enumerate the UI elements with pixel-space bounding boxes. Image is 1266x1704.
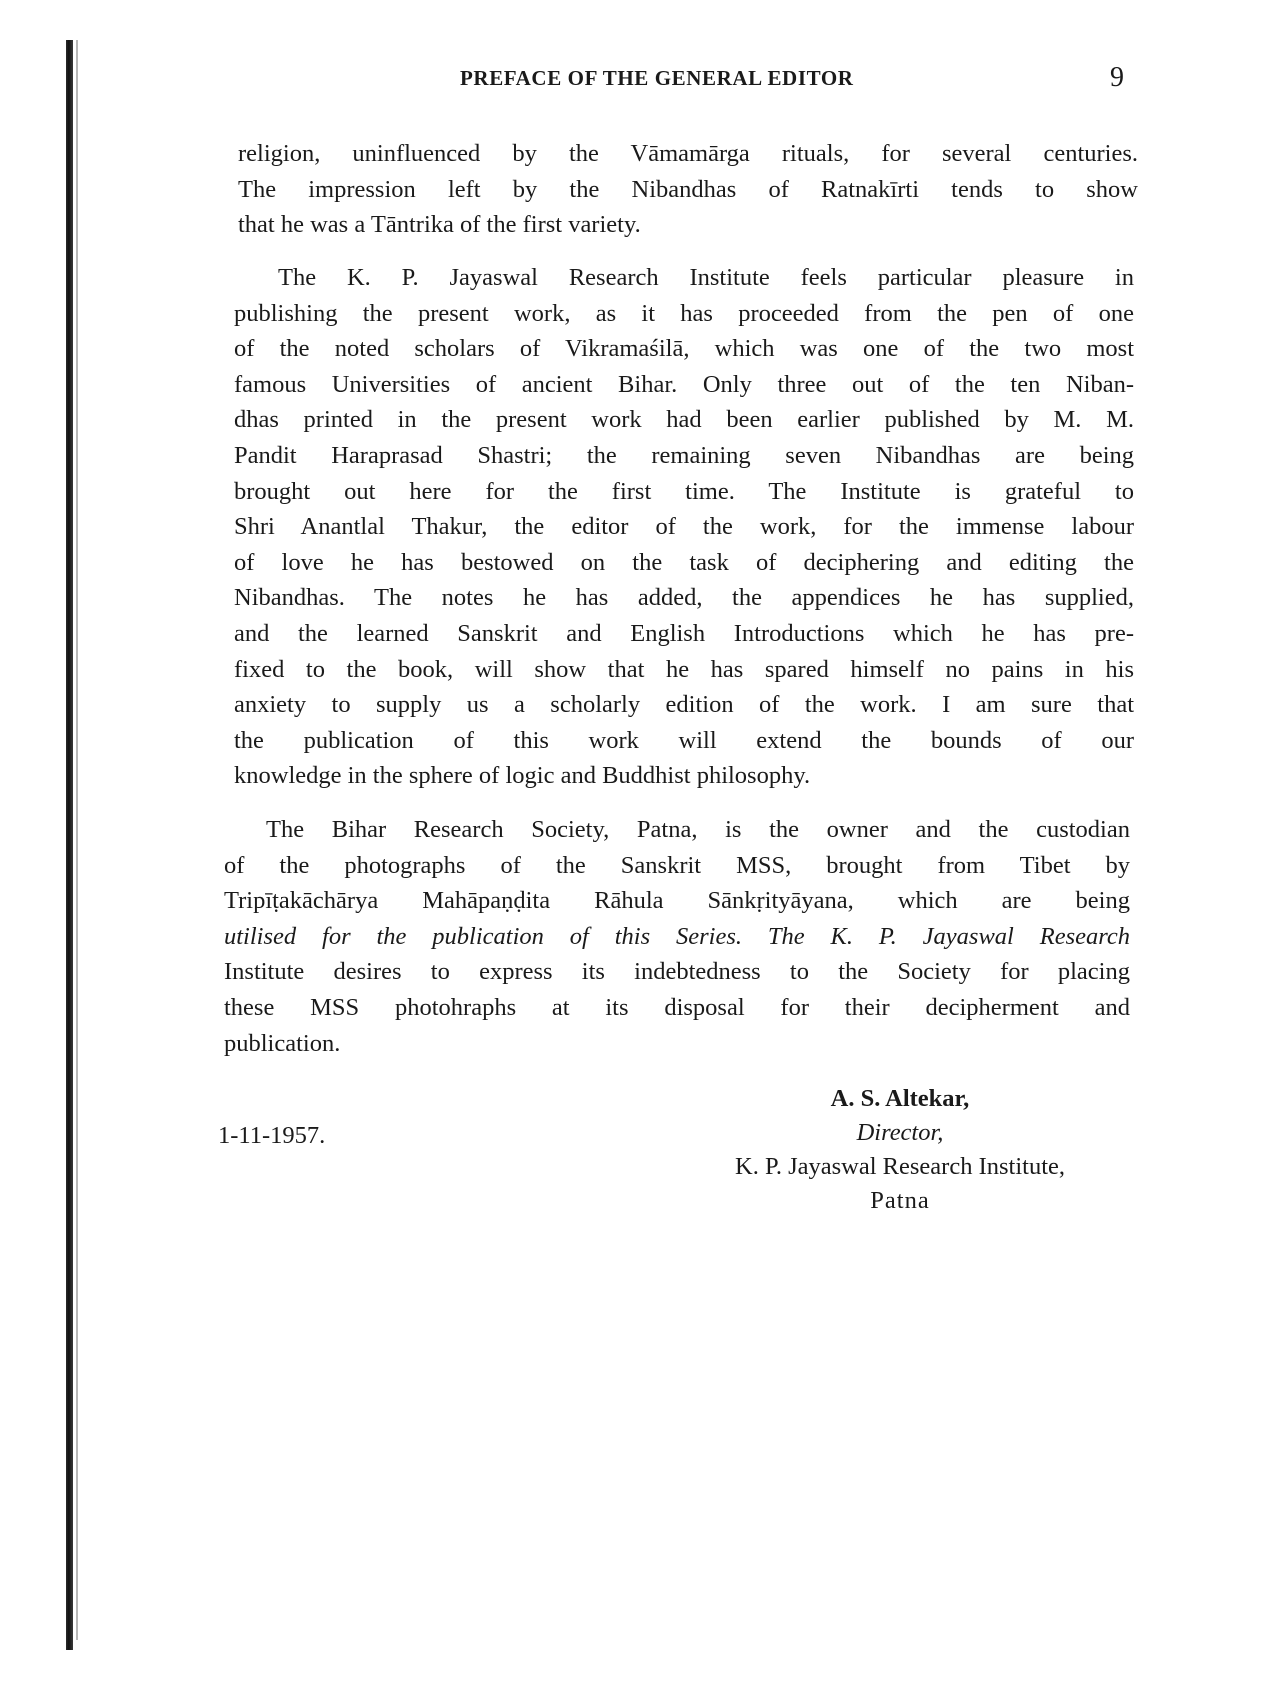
text-line: famous Universities of ancient Bihar. Only three out of the ten Niban- bbox=[234, 370, 1134, 398]
text-line: publication. bbox=[224, 1029, 341, 1057]
text-line: Nibandhas. The notes he has added, the appendices he has supplied, bbox=[234, 584, 1134, 612]
text-line: religion, uninfluenced by the Vāmamārga rituals, for several centuries. bbox=[238, 140, 1138, 167]
text-line: publishing the present work, as it has proceeded from the pen of one bbox=[234, 299, 1134, 327]
text-line: of the photographs of the Sanskrit MSS, brought from Tibet by bbox=[224, 851, 1130, 879]
text-line: these MSS photohraphs at its disposal for their decipherment and bbox=[224, 993, 1130, 1021]
signatory-role: Director, bbox=[856, 1119, 944, 1146]
text-line: The K. P. Jayaswal Research Institute feels particular pleasure in bbox=[278, 264, 1134, 291]
signature-block bbox=[660, 1082, 1140, 1218]
running-head: PREFACE OF THE GENERAL EDITOR bbox=[460, 66, 854, 90]
page-number: 9 bbox=[1110, 62, 1124, 93]
paragraph-1 bbox=[238, 136, 1138, 243]
text-line: Pandit Haraprasad Shastri; the remaining seven Nibandhas are being bbox=[234, 441, 1134, 469]
text-line: Tripīṭakāchārya Mahāpaṇḍita Rāhula Sānkṛityāyana, which are being bbox=[224, 887, 1130, 915]
text-line: the publication of this work will extend the bounds of our bbox=[234, 726, 1134, 754]
text-line: dhas printed in the present work had been earlier published by M. M. bbox=[234, 406, 1134, 434]
signatory-name: A. S. Altekar, bbox=[830, 1085, 970, 1112]
text-line: The impression left by the Nibandhas of Ratnakīrti tends to show bbox=[238, 175, 1138, 203]
signatory-city: Patna bbox=[870, 1187, 930, 1214]
scan-binding-edge bbox=[66, 40, 73, 1650]
text-line: anxiety to supply us a scholarly edition of the work. I am sure that bbox=[234, 691, 1134, 719]
scan-binding-shadow bbox=[76, 40, 78, 1640]
text-line: The Bihar Research Society, Patna, is the owner and the custodian bbox=[266, 816, 1130, 843]
date: 1-11-1957. bbox=[218, 1122, 326, 1149]
text-line: fixed to the book, will show that he has spared himself no pains in his bbox=[234, 655, 1134, 683]
paragraph-3 bbox=[224, 812, 1130, 1061]
text-line: knowledge in the sphere of logic and Buddhist philosophy. bbox=[234, 762, 811, 790]
text-line: brought out here for the first time. The Institute is grateful to bbox=[234, 477, 1134, 505]
text-line: Institute desires to express its indebtedness to the Society for placing bbox=[224, 958, 1130, 986]
text-line: and the learned Sanskrit and English Introductions which he has pre- bbox=[234, 619, 1134, 647]
text-line: of love he has bestowed on the task of deciphering and editing the bbox=[234, 548, 1134, 576]
text-line: utilised for the publication of this Series. The K. P. Jayaswal Research bbox=[224, 922, 1130, 950]
signatory-institution: K. P. Jayaswal Research Institute, bbox=[735, 1153, 1065, 1180]
text-line: that he was a Tāntrika of the first variety. bbox=[238, 211, 641, 239]
paragraph-2 bbox=[234, 260, 1134, 794]
text-line: Shri Anantlal Thakur, the editor of the work, for the immense labour bbox=[234, 513, 1134, 541]
text-line: of the noted scholars of Vikramaśilā, which was one of the two most bbox=[234, 335, 1134, 363]
